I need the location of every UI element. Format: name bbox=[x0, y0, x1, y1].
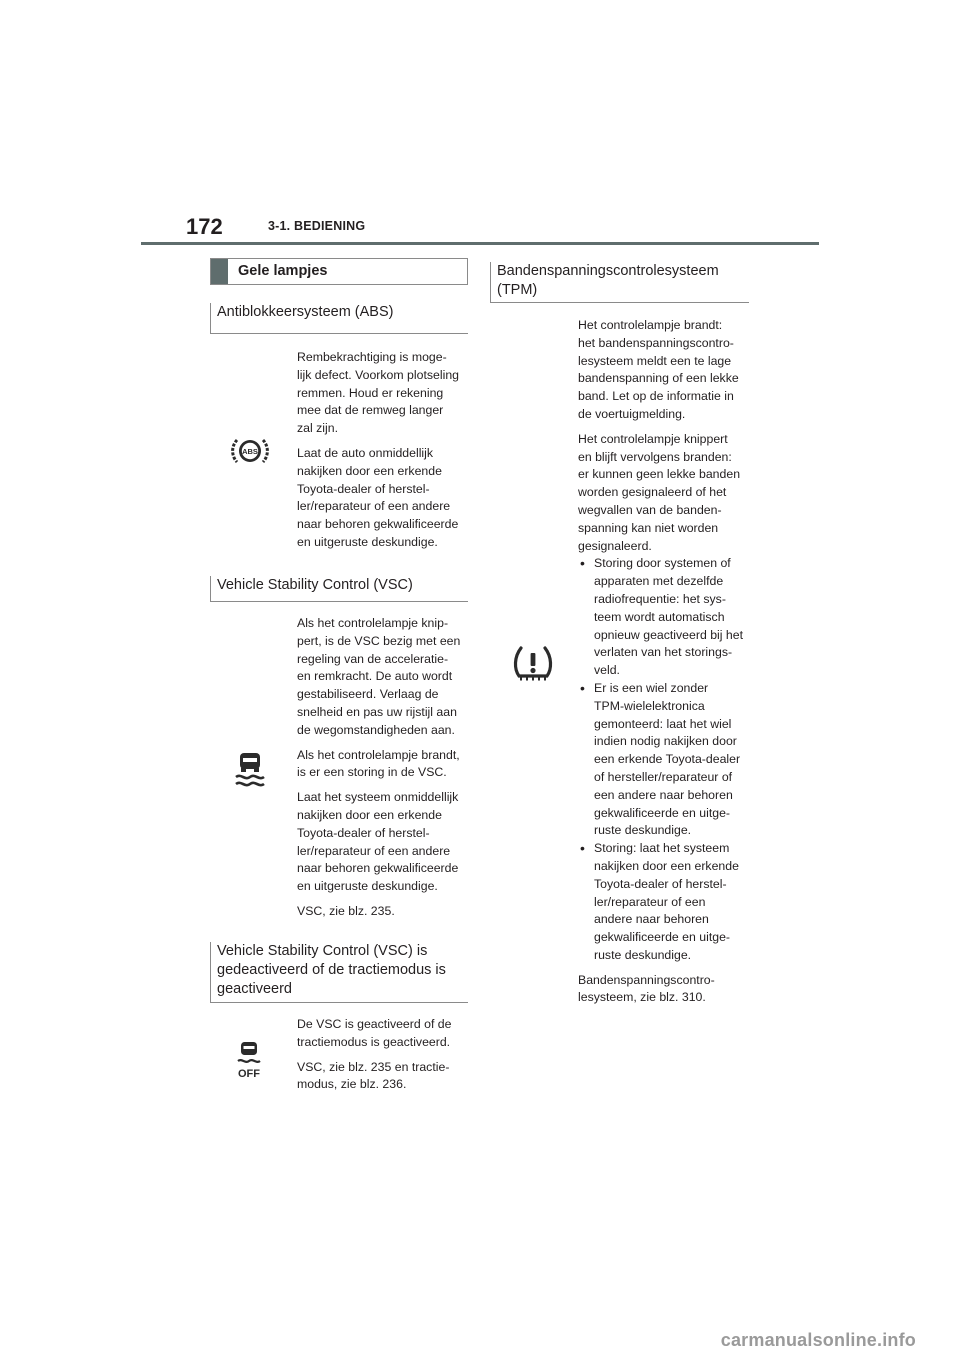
abs-section-heading bbox=[210, 303, 468, 334]
abs-body bbox=[297, 349, 469, 559]
tpm-paragraph-1: Het controlelampje brandt: het bandenspanningscontro- lesysteem meldt een te lage bandenspanning of een lekke band. Let op de informatie in de voertuigmelding. bbox=[578, 318, 739, 421]
vsc-paragraph-3: Laat het systeem onmiddellijk nakijken door een erkende Toyota-dealer of herstel- ler/reparateur of een andere naar behoren gekwalificeerde en uitgeruste deskundige. bbox=[297, 790, 459, 894]
svg-text:OFF: OFF bbox=[238, 1068, 260, 1080]
svg-text:ABS: ABS bbox=[242, 447, 258, 456]
tpm-section-heading bbox=[490, 262, 749, 303]
vsc-section-title: Vehicle Stability Control (VSC) bbox=[217, 577, 413, 593]
tpm-bullet-1: • Storing door systemen of apparaten met dezelfde radiofrequentie: het sys- teem wordt automatisch opnieuw geactiveerd bij het verlaten van het storings- veld. bbox=[578, 555, 750, 680]
tpm-body bbox=[578, 317, 750, 1014]
vsc-off-section-heading bbox=[210, 942, 468, 1003]
vsc-off-icon bbox=[232, 1040, 266, 1080]
tpm-bullet-2: • Er is een wiel zonder TPM-wielelektronica gemonteerd: laat het wiel indien nodig nakijken door een erkende Toyota-dealer of hersteller/reparateur of een andere naar behoren gekwalificeerde en uitge- ruste deskundige. bbox=[578, 680, 750, 840]
vsc-paragraph-1: Als het controlelampje knip- pert, is de VSC bezig met een regeling van de acceleratie- en remkracht. De auto wordt gestabiliseerd. Verlaag de snelheid en pas uw rijstijl aan de wegomstandigheden aan. bbox=[297, 616, 461, 737]
tire-pressure-warning-icon bbox=[512, 645, 554, 683]
watermark: carmanualsonline.info bbox=[720, 1330, 916, 1350]
vsc-paragraph-4: VSC, zie blz. 235. bbox=[297, 903, 395, 918]
vsc-off-body bbox=[297, 1016, 469, 1101]
group-heading-title: Gele lampjes bbox=[238, 263, 328, 279]
abs-warning-icon bbox=[230, 434, 270, 468]
group-heading-marker bbox=[211, 259, 228, 284]
vsc-off-paragraph-2: VSC, zie blz. 235 en tractie- modus, zie blz. 236. bbox=[297, 1059, 450, 1092]
vsc-paragraph-2: Als het controlelampje brandt, is er een storing in de VSC. bbox=[297, 747, 460, 780]
vsc-body bbox=[297, 615, 469, 928]
vsc-off-section-title: Vehicle Stability Control (VSC) is gedeactiveerd of de tractiemodus is geactiveerd bbox=[217, 943, 446, 997]
group-heading-bar bbox=[210, 258, 468, 285]
tpm-paragraph-3: Bandenspanningscontro- lesysteem, zie blz. 310. bbox=[578, 972, 715, 1005]
abs-section-title: Antiblokkeersysteem (ABS) bbox=[217, 304, 394, 320]
tpm-bullet-3: • Storing: laat het systeem nakijken door een erkende Toyota-dealer of herstel- ler/reparateur of een andere naar behoren gekwalificeerde en uitge- ruste deskundige. bbox=[578, 840, 750, 965]
section-label: 3-1. BEDIENING bbox=[268, 219, 366, 233]
tpm-paragraph-2: Het controlelampje knippert en blijft vervolgens branden: er kunnen geen lekke banden worden gesignaleerd of het wegvallen van de banden- spanning kan niet worden gesignaleerd. bbox=[578, 431, 741, 553]
vsc-section-heading bbox=[210, 576, 468, 602]
vsc-off-paragraph-1: De VSC is geactiveerd of de tractiemodus is geactiveerd. bbox=[297, 1017, 452, 1049]
abs-paragraph-2: Laat de auto onmiddellijk nakijken door een erkende Toyota-dealer of herstel- ler/reparateur of een andere naar behoren gekwalificeerde en uitgeruste deskundige. bbox=[297, 445, 459, 549]
abs-paragraph-1: Rembekrachtiging is moge- lijk defect. Voorkom plotseling remmen. Houd er rekening mee dat de remweg langer zal zijn. bbox=[297, 350, 459, 436]
tpm-bullet-list bbox=[578, 555, 750, 964]
tpm-section-title: Bandenspanningscontrolesysteem (TPM) bbox=[497, 263, 719, 298]
vsc-skid-icon bbox=[232, 750, 268, 790]
header-rule bbox=[141, 242, 819, 245]
page-number: 172 bbox=[186, 214, 223, 239]
